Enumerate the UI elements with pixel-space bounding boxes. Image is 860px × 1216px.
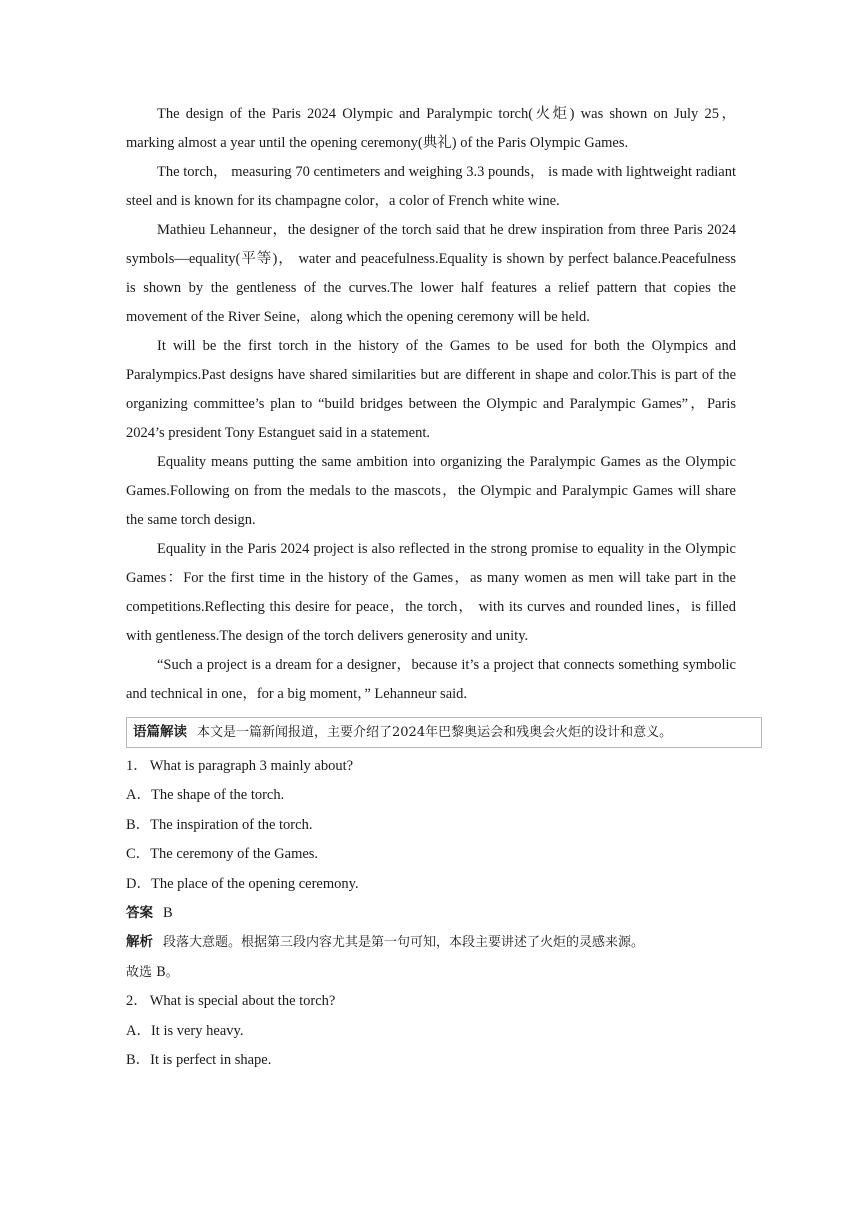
answer-label: 答案 bbox=[126, 905, 153, 922]
explanation-label: 解析 bbox=[126, 934, 153, 951]
question-2 bbox=[126, 987, 736, 1075]
question-1 bbox=[126, 752, 736, 987]
option-d: D．The place of the opening ceremony. bbox=[126, 875, 359, 892]
reading-passage bbox=[126, 100, 736, 709]
question-text: What is paragraph 3 mainly about? bbox=[149, 758, 354, 774]
question-1-stem bbox=[126, 752, 736, 781]
passage-paragraph-2: The torch， measuring 70 centimeters and weighing 3.3 pounds， is made with lightweight radiant steel and is known for its champagne color，a color of French white wine. bbox=[126, 164, 736, 209]
passage-interpretation-box bbox=[126, 717, 762, 748]
passage-paragraph-3: Mathieu Lehanneur，the designer of the torch said that he drew inspiration from three Paris 2024 symbols—equality(平等)， water and peacefulness.Equality is shown by perfect balance.Peacefulness is shown by the gentleness of the curves.The lower half features a relief pattern that copies the movement of the River Seine，along which the opening ceremony will be held. bbox=[126, 222, 736, 325]
option-a: A．The shape of the torch. bbox=[126, 787, 285, 804]
explanation-text: 段落大意题。根据第三段内容尤其是第一句可知，本段主要讲述了火炬的灵感来源。 bbox=[163, 935, 645, 951]
question-number: 1． bbox=[126, 758, 148, 774]
option-b: B．It is perfect in shape. bbox=[126, 1052, 272, 1069]
passage-paragraph-5: Equality means putting the same ambition into organizing the Paralympic Games as the Olympic Games.Following on from the medals to the mascots，the Olympic and Paralympic Games will share the same torch design. bbox=[126, 454, 736, 528]
option-a: A．It is very heavy. bbox=[126, 1022, 244, 1039]
question-2-stem bbox=[126, 987, 736, 1016]
interpretation-label: 语篇解读 bbox=[133, 724, 187, 740]
answer-line bbox=[126, 899, 736, 928]
explanation-conclusion: 故选 B。 bbox=[126, 964, 179, 980]
passage-paragraph-6: Equality in the Paris 2024 project is also reflected in the strong promise to equality in the Olympic Games：For the first time in the history of the Games，as many women as men will take part in the competitions.Reflecting this desire for peace，the torch， with its curves and rounded lines，is filled with gentleness.The design of the torch delivers generosity and unity. bbox=[126, 541, 736, 644]
document-page bbox=[126, 100, 736, 1075]
question-text: What is special about the torch? bbox=[149, 993, 336, 1010]
option-b: B．The inspiration of the torch. bbox=[126, 816, 313, 833]
passage-paragraph-1: The design of the Paris 2024 Olympic and Paralympic torch(火炬) was shown on July 25，marking almost a year until the opening ceremony(典礼) of the Paris Olympic Games. bbox=[126, 106, 736, 151]
question-number: 2． bbox=[126, 993, 148, 1010]
explanation-line bbox=[126, 928, 736, 957]
answer-value: B bbox=[163, 905, 173, 922]
interpretation-text: 本文是一篇新闻报道，主要介绍了2024年巴黎奥运会和残奥会火炬的设计和意义。 bbox=[197, 725, 673, 740]
passage-paragraph-4: It will be the first torch in the history of the Games to be used for both the Olympics and Paralympics.Past designs have shared similarities but are different in shape and color.This is part of the organizing committee’s plan to “build bridges between the Olympic and Paralympic Games”，Paris 2024’s president Tony Estanguet said in a statement. bbox=[126, 338, 736, 441]
option-c: C．The ceremony of the Games. bbox=[126, 846, 319, 863]
passage-paragraph-7: “Such a project is a dream for a designer，because it’s a project that connects something symbolic and technical in one，for a big moment，” Lehanneur said. bbox=[126, 657, 736, 702]
